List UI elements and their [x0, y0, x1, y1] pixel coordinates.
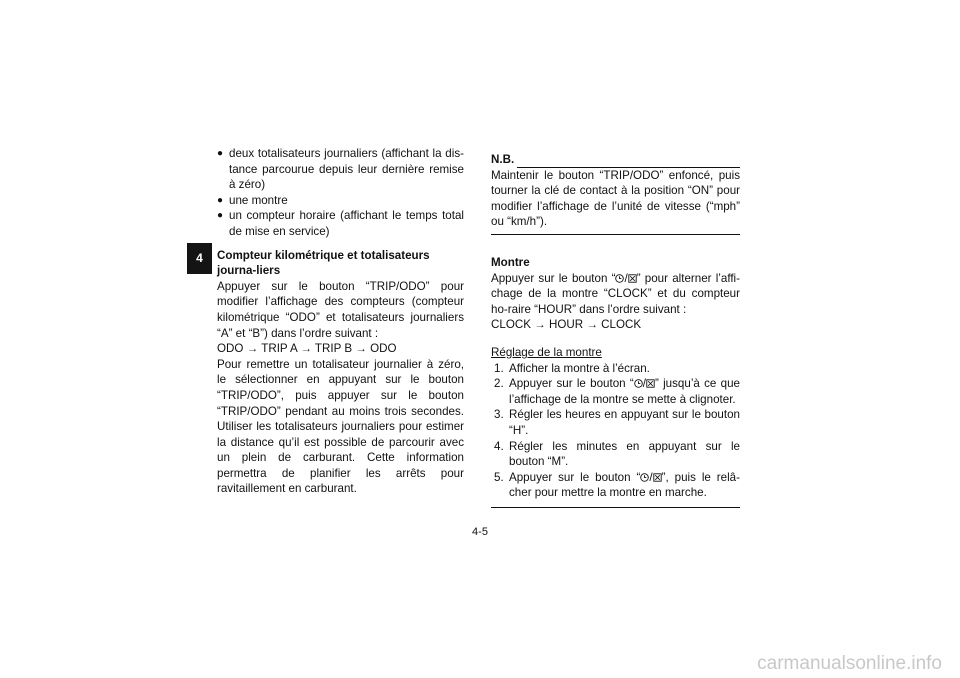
list-item: ● une montre	[217, 193, 288, 207]
list-item: ● un compteur horaire (affichant le temps total de mise en service)	[217, 209, 464, 238]
odometer-sequence: ODO → TRIP A → TRIP B → ODO	[217, 342, 397, 356]
bullet-icon: ●	[217, 194, 224, 206]
list-item: 5. Appuyer sur le bouton “ / ”, puis le relâ-cher pour mettre la montre en marche.	[494, 470, 740, 500]
clock-paragraph: Appuyer sur le bouton “ / ” pour alterner l’affi-chage de la montre “CLOCK” et du compteur ho-raire “HOUR” dans l’ordre suivant :	[491, 271, 740, 316]
note-text: Maintenir le bouton “TRIP/ODO” enfoncé, puis tourner la clé de contact à la position “ON” pour modifier l’affichage de l’unité de vitesse (“mph” ou “km/h”).	[491, 168, 740, 229]
list-item: 1. Afficher la montre à l’écran.	[494, 361, 650, 375]
bullet-icon: ●	[217, 148, 224, 159]
bullet-icon: ●	[217, 210, 224, 222]
section-heading-odometer: Compteur kilométrique et totalisateurs journa-liers	[217, 248, 430, 278]
section-heading-clock: Montre	[491, 255, 530, 269]
hour-icon	[653, 471, 662, 480]
right-column	[491, 152, 740, 508]
reset-paragraph: Pour remettre un totalisateur journalier à zéro, le sélectionner en appuyant sur le bouton “TRIP/ODO”, puis appuyer sur le bouton “TRIP/ODO” pendant au moins trois secondes. Utiliser les totalisateurs journaliers pour estimer la distance qu’il est possible de parcourir avec un plein de carburant. Cette information permettra de planifier les arrêts pour ravitaillement en carburant.	[217, 357, 464, 496]
feature-list	[217, 146, 464, 240]
list-item: 3. Régler les heures en appuyant sur le bouton “H”.	[494, 408, 740, 437]
page-number: 4-5	[472, 526, 488, 538]
note-rule	[517, 156, 740, 168]
watermark: carmanualsonline.info	[757, 653, 942, 675]
list-item: ● deux totalisateurs journaliers (affichant la dis-tance parcourue depuis leur dernière remise à zéro)	[217, 147, 464, 192]
odometer-paragraph: Appuyer sur le bouton “TRIP/ODO” pour modifier l’affichage des compteurs (compteur kilométrique “ODO” et totalisateurs journaliers “A” et “B”) dans l’ordre suivant :	[217, 279, 464, 340]
list-item: 2. Appuyer sur le bouton “ / ” jusqu’à ce que l’affichage de la montre se mette à clignoter.	[494, 377, 740, 406]
list-item: 4. Régler les minutes en appuyant sur le bouton “M”.	[494, 439, 740, 469]
note-header: N.B.	[491, 152, 740, 168]
clock-icon	[634, 377, 643, 386]
clock-setting-steps	[491, 361, 740, 501]
left-column	[217, 146, 464, 497]
note-end-rule	[491, 234, 740, 235]
chapter-tab: 4	[187, 243, 212, 274]
section-end-rule	[491, 507, 740, 508]
hour-icon	[628, 272, 637, 281]
hour-icon	[646, 377, 655, 386]
clock-sequence: CLOCK → HOUR → CLOCK	[491, 318, 642, 332]
clock-setting-subheading: Réglage de la montre	[491, 345, 602, 359]
